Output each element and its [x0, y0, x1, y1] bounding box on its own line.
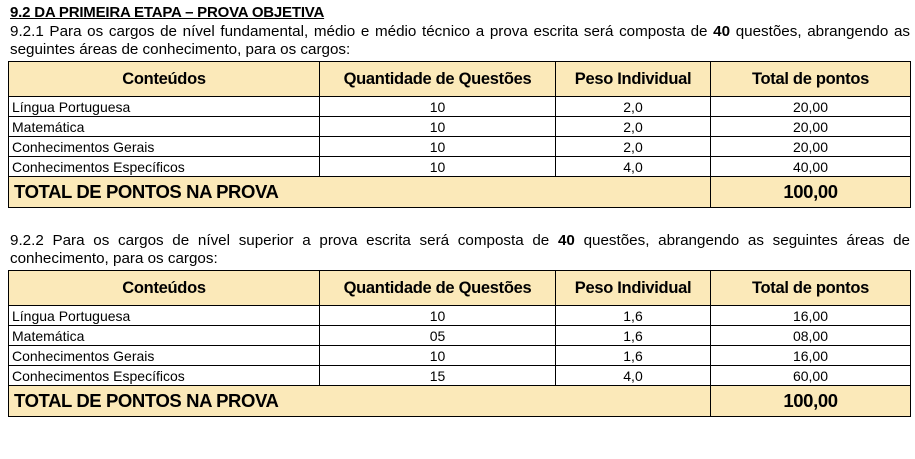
header-total: Total de pontos — [711, 271, 911, 306]
header-quantidade: Quantidade de Questões — [320, 271, 556, 306]
cell-weight: 1,6 — [556, 346, 711, 366]
paragraph-text: questões, abrangendo as seguintes áreas de conhecimento, para os cargos: — [10, 23, 910, 58]
cell-quantity: 15 — [320, 366, 556, 386]
paragraph-text: 9.2.2 Para os cargos de nível superior a prova escrita será composta de — [10, 232, 558, 249]
cell-points: 20,00 — [711, 117, 911, 137]
cell-weight: 1,6 — [556, 326, 711, 346]
header-conteudos: Conteúdos — [9, 62, 320, 97]
points-table-fundamental — [8, 61, 911, 208]
table-row — [9, 306, 911, 326]
cell-subject: Língua Portuguesa — [9, 97, 320, 117]
cell-subject: Conhecimentos Gerais — [9, 346, 320, 366]
cell-weight: 4,0 — [556, 366, 711, 386]
table-header-row — [9, 271, 911, 306]
cell-points: 20,00 — [711, 97, 911, 117]
question-count: 40 — [557, 232, 575, 249]
document-page — [0, 4, 915, 459]
cell-points: 60,00 — [711, 366, 911, 386]
table-total-row — [9, 177, 911, 208]
cell-weight: 1,6 — [556, 306, 711, 326]
cell-quantity: 10 — [320, 346, 556, 366]
table-row — [9, 97, 911, 117]
total-label: TOTAL DE PONTOS NA PROVA — [9, 386, 711, 417]
paragraph-9-2-2 — [10, 232, 910, 268]
cell-quantity: 10 — [320, 117, 556, 137]
table-row — [9, 137, 911, 157]
header-total: Total de pontos — [711, 62, 911, 97]
header-peso: Peso Individual — [556, 271, 711, 306]
header-conteudos: Conteúdos — [9, 271, 320, 306]
table-row — [9, 326, 911, 346]
cell-weight: 2,0 — [556, 97, 711, 117]
table-row — [9, 157, 911, 177]
cell-weight: 2,0 — [556, 137, 711, 157]
cell-quantity: 10 — [320, 306, 556, 326]
cell-points: 16,00 — [711, 306, 911, 326]
cell-subject: Conhecimentos Específicos — [9, 157, 320, 177]
question-count: 40 — [713, 23, 731, 40]
cell-points: 40,00 — [711, 157, 911, 177]
cell-weight: 2,0 — [556, 117, 711, 137]
cell-points: 08,00 — [711, 326, 911, 346]
table-row — [9, 346, 911, 366]
table-total-row — [9, 386, 911, 417]
total-value: 100,00 — [711, 177, 911, 208]
cell-subject: Língua Portuguesa — [9, 306, 320, 326]
paragraph-text: questões, abrangendo as seguintes áreas de conhecimento, para os cargos: — [10, 232, 910, 267]
section-heading: 9.2 DA PRIMEIRA ETAPA – PROVA OBJETIVA — [10, 4, 325, 21]
cell-quantity: 10 — [320, 137, 556, 157]
total-value: 100,00 — [711, 386, 911, 417]
cell-quantity: 05 — [320, 326, 556, 346]
header-peso: Peso Individual — [556, 62, 711, 97]
spacer — [8, 208, 911, 230]
header-quantidade: Quantidade de Questões — [320, 62, 556, 97]
table-row — [9, 366, 911, 386]
cell-subject: Matemática — [9, 117, 320, 137]
cell-subject: Conhecimentos Gerais — [9, 137, 320, 157]
paragraph-text: 9.2.1 Para os cargos de nível fundamental, médio e médio técnico a prova escrita será composta de — [10, 23, 714, 40]
total-label: TOTAL DE PONTOS NA PROVA — [9, 177, 711, 208]
points-table-superior — [8, 270, 911, 417]
cell-points: 16,00 — [711, 346, 911, 366]
cell-quantity: 10 — [320, 157, 556, 177]
cell-subject: Matemática — [9, 326, 320, 346]
cell-weight: 4,0 — [556, 157, 711, 177]
table-row — [9, 117, 911, 137]
cell-points: 20,00 — [711, 137, 911, 157]
paragraph-9-2-1 — [10, 23, 910, 59]
cell-quantity: 10 — [320, 97, 556, 117]
cell-subject: Conhecimentos Específicos — [9, 366, 320, 386]
table-header-row — [9, 62, 911, 97]
